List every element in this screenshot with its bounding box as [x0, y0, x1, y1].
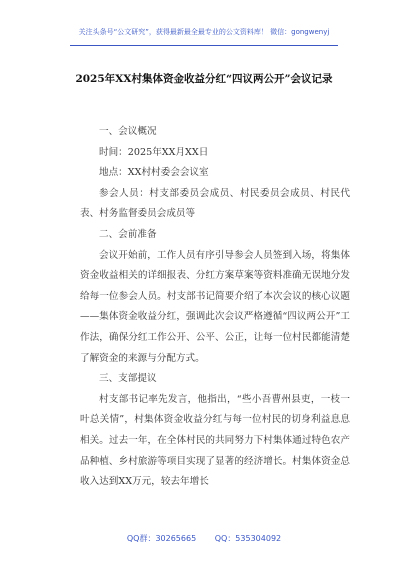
proposal-paragraph: 村支部书记率先发言，他指出，“些小吾曹州县吏，一枝一叶总关情”，村集体资金收益分红与每一位村民的切身利益息息相关。过去一年，在全体村民的共同努力下村集体通过特色农产品种植、乡村旅游等项目实现了显著的经济增长。村集体资金总收入达到XX万元，较去年增长	[80, 393, 350, 488]
document-title: 2025年XX村集体资金收益分红“四议两公开”会议记录	[75, 73, 333, 85]
section-heading-overview: 一、会议概况	[99, 126, 157, 137]
preparation-paragraph: 会议开始前，工作人员有序引导参会人员签到入场，将集体资金收益相关的详细报表、分红方案草案等资料准确无误地分发给每一位参会人员。村支部书记简要介绍了本次会议的核心议题——集体资金收益分红，强调此次会议严格遵循“四议两公开”工作法，确保分红工作公开、公平、公正，让每一位村民都能清楚了解资金的来源与分配方式。	[80, 249, 350, 364]
section-heading-preparation: 二、会前准备	[99, 228, 157, 240]
document-body	[80, 122, 350, 493]
footer-qq-number: QQ：535304092	[214, 534, 282, 543]
footer-contacts	[0, 533, 408, 544]
header-divider	[70, 45, 338, 46]
meeting-time: 时间：2025年XX月XX日	[99, 146, 209, 158]
meeting-attendees: 参会人员：村支部委员会成员、村民委员会成员、村民代表、村务监督委员会成员等	[80, 187, 350, 220]
footer-qq-group: QQ群：30265665	[126, 534, 197, 543]
section-heading-proposal: 三、支部提议	[99, 373, 157, 385]
header-banner: 关注头条号“公文研究”，获得最新最全最专业的公文资料库！ 微信：gongwenyj	[78, 28, 330, 36]
meeting-location: 地点：XX村村委会会议室	[99, 167, 209, 179]
